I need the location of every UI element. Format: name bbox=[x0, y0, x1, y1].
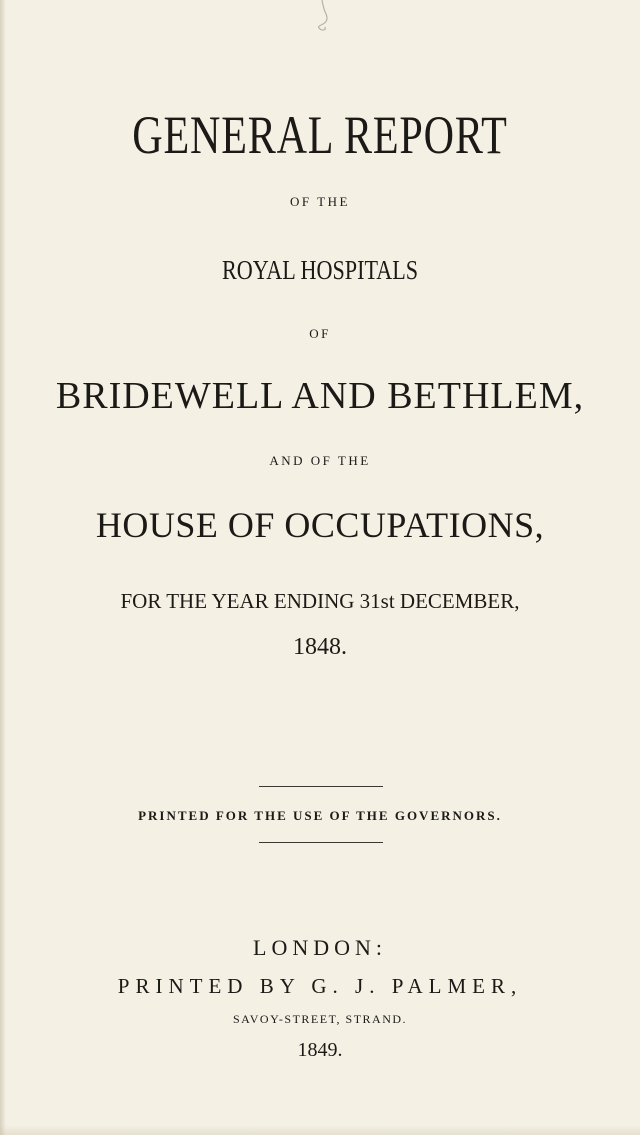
page-bottom-shadow bbox=[0, 1125, 640, 1135]
hospitals-name: BRIDEWELL AND BETHLEM, bbox=[55, 375, 585, 417]
report-year: 1848. bbox=[293, 634, 347, 660]
of-label: OF bbox=[309, 326, 331, 341]
page-edge-shadow bbox=[0, 0, 6, 1135]
printer-name: PRINTED BY G. J. PALMER, bbox=[117, 974, 523, 998]
report-title: GENERAL REPORT bbox=[132, 105, 508, 165]
report-period: FOR THE YEAR ENDING 31st DECEMBER, bbox=[120, 589, 520, 613]
printed-for-note: PRINTED FOR THE USE OF THE GOVERNORS. bbox=[138, 808, 502, 823]
divider-bottom bbox=[259, 842, 383, 843]
and-of-the-label: AND OF THE bbox=[269, 453, 371, 468]
publication-place: LONDON: bbox=[253, 935, 387, 960]
publication-year: 1849. bbox=[297, 1039, 343, 1061]
pencil-mark bbox=[308, 0, 336, 42]
institution-name: ROYAL HOSPITALS bbox=[221, 255, 419, 285]
house-name: HOUSE OF OCCUPATIONS, bbox=[95, 505, 545, 545]
divider-top bbox=[259, 786, 383, 787]
of-the-label: OF THE bbox=[290, 194, 350, 209]
printer-address: SAVOY-STREET, STRAND. bbox=[232, 1012, 408, 1026]
